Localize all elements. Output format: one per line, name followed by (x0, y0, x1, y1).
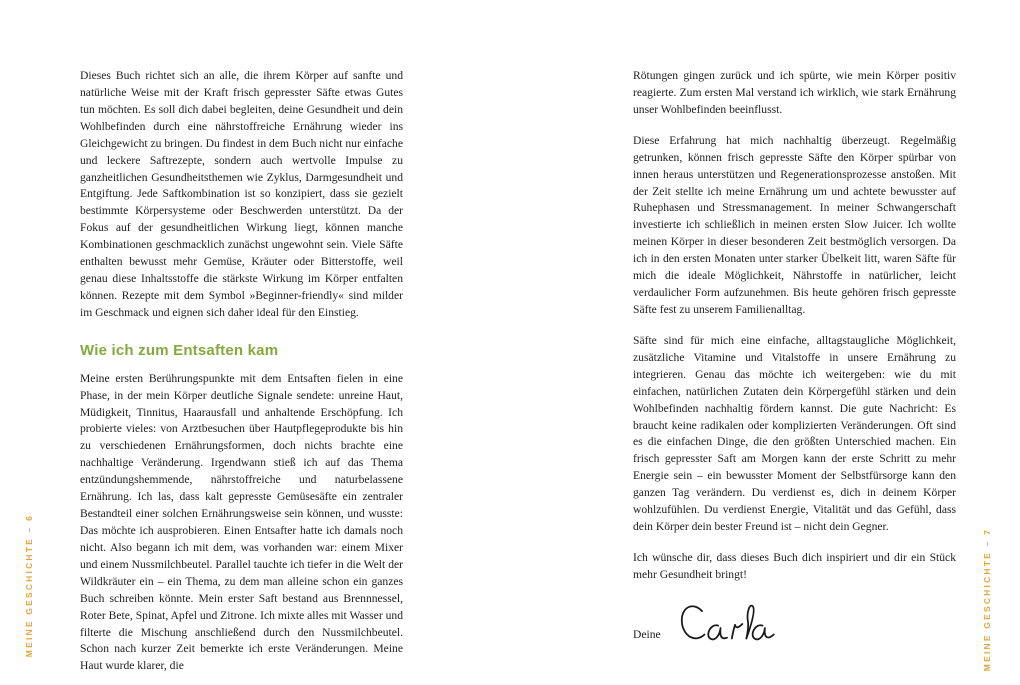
carla-signature (677, 598, 777, 650)
signature-handwriting-icon (677, 598, 777, 650)
right-page-text-column (633, 68, 956, 650)
left-page-margin-label: MEINE GESCHICHTE – 6 (24, 514, 34, 658)
paragraph: Rötungen gingen zurück und ich spürte, wie mein Körper positiv reagierte. Zum ersten Mal verstand ich wirklich, wie stark Ernährung unser Wohlbefinden beeinflusst. (633, 69, 956, 116)
closing-row (633, 598, 956, 650)
paragraph: Ich wünsche dir, dass dieses Buch dich inspiriert und dir ein Stück mehr Gesundheit bringt! (633, 550, 956, 581)
paragraph: Dieses Buch richtet sich an alle, die ihrem Körper auf sanfte und natürliche Weise mit der Kraft frisch gepresster Säfte etwas Gutes tun möchten. Es soll dich dabei begleiten, deine Gesundheit und dein Wohlbefinden durch eine nährstoffreiche Ernährung wieder ins Gleichgewicht zu bringen. Du findest in dem Buch nicht nur einfache und leckere Saftrezepte, sondern auch wertvolle Impulse zu ganzheitlichen Gesundheitsthemen wie Zyklus, Darmgesundheit und Entgiftung. Jede Saftkombination ist so konzipiert, dass sie gezielt bestimmte Körpersysteme oder Beschwerden unterstützt. Da der Fokus auf der gesundheitlichen Wirkung liegt, können manche Kombinationen geschmacklich zunächst ungewohnt sein. Viele Säfte enthalten bewusst mehr Gemüse, Kräuter oder Bitterstoffe, weil genau diese Inhaltsstoffe die stärkste Wirkung im Körper entfalten können. Rezepte mit dem Symbol »Beginner-friendly« sind milder im Geschmack und eignen sich daher ideal für den Einstieg. (80, 69, 403, 319)
paragraph: Säfte sind für mich eine einfache, alltagstaugliche Möglichkeit, zusätzliche Vitamine und Vitalstoffe in unsere Ernährung zu integrieren. Genau das möchte ich weitergeben: wie du mit einfachen, natürlichen Zutaten dein Körpergefühl stärken und dein Wohlbefinden nachhaltig fördern kannst. Die gute Nachricht: Es braucht keine radikalen oder komplizierten Veränderungen. Oft sind es die einfachen Dinge, die den größten Unterschied machen. Ein frisch gepresster Saft am Morgen kann der erste Schritt zu mehr Energie sein – ein bewusster Moment der Selbstfürsorge kann den ganzen Tag verändern. Du verdienst es, dich in deinem Körper wohlzufühlen. Du verdienst Energie, Vitalität und das Gefühl, dass dein Körper dein bester Freund ist – nicht dein Gegner. (633, 333, 956, 534)
paragraph: Diese Erfahrung hat mich nachhaltig überzeugt. Regelmäßig getrunken, können frisch gepresste Säfte den Körper spürbar von innen heraus unterstützen und Regenerationsprozesse anstoßen. Mit der Zeit stellte ich meine Ernährung um und achtete bewusster auf Ruhephasen und Stressmanagement. In meiner Schwangerschaft investierte ich schließlich in meinen ersten Slow Juicer. Ich wollte meinen Körper in dieser besonderen Zeit bestmöglich versorgen. Da ich in den ersten Monaten unter starker Übelkeit litt, waren Säfte für mich die ideale Möglichkeit, Nährstoffe in natürlicher, leicht verdaulicher Form aufzunehmen. Bis heute gehören frisch gepresste Säfte fest zu unserem Familienalltag. (633, 133, 956, 316)
closing-word: Deine (633, 627, 661, 641)
right-page-margin-label: MEINE GESCHICHTE – 7 (982, 528, 992, 672)
paragraph: Meine ersten Berührungspunkte mit dem Entsaften fielen in eine Phase, in der mein Körper deutliche Signale sendete: unreine Haut, Müdigkeit, Tinnitus, Haarausfall und anhaltende Erschöpfung. Ich probierte vieles: von Arztbesuchen über Hautpflegeprodukte bis hin zu verschiedenen Ernährungsformen, doch nichts brachte eine nachhaltige Veränderung. Irgendwann stieß ich auf das Thema entzündungshemmende, nährstoffreiche und naturbelassene Ernährung. Ich las, dass kalt gepresste Gemüsesäfte ein zentraler Bestandteil einer solchen Ernährungsweise sein können, und wusste: Das möchte ich ausprobieren. Einen Entsafter hatte ich damals noch nicht. Also begann ich mit dem, was vorhanden war: einem Mixer und einem Nussmilchbeutel. Parallel tauchte ich tiefer in die Welt der Wildkräuter ein – ein Thema, zu dem man alleine schon ein ganzes Buch schreiben könnte. Mein erster Saft bestand aus Brennnessel, Roter Bete, Spinat, Apfel und Zitrone. Ich mixte alles mit Wasser und filterte die Mischung anschließend durch den Nussmilchbeutel. Schon nach kurzer Zeit bemerkte ich erste Veränderungen. Meine Haut wurde klarer, die (80, 371, 403, 673)
left-page-text-column (80, 68, 403, 685)
section-heading: Wie ich zum Entsaften kam (80, 341, 279, 359)
